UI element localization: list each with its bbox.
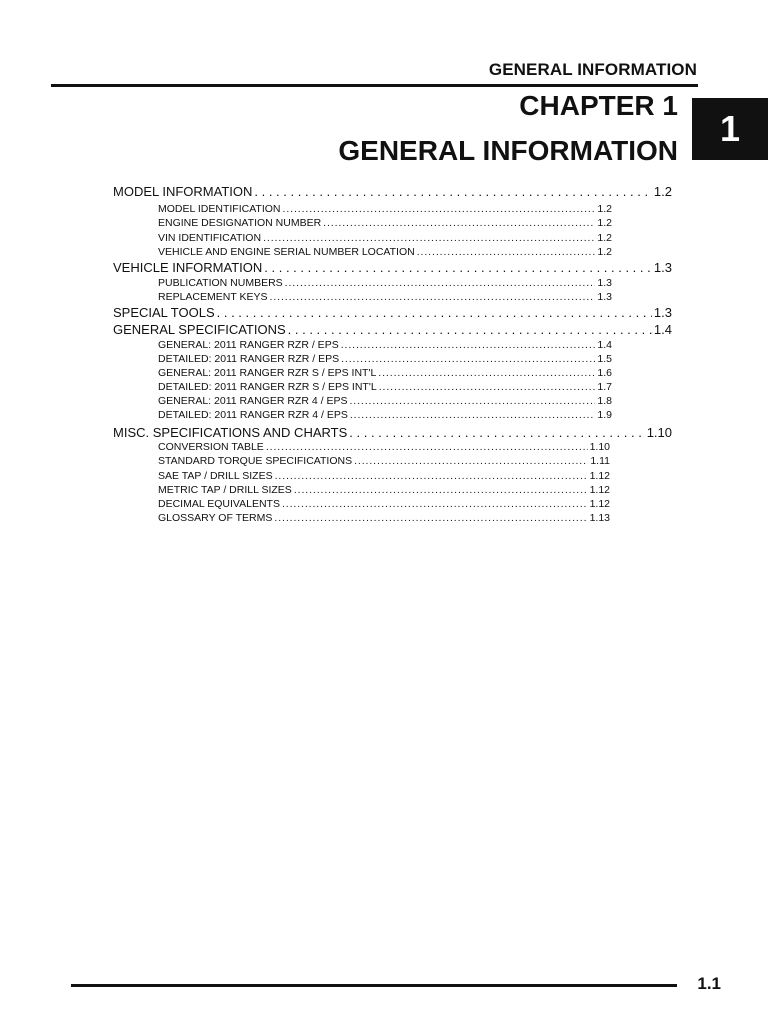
toc-leader-dots <box>283 202 596 216</box>
toc-entry-title: VEHICLE INFORMATION <box>113 260 263 275</box>
toc-entry-title: MODEL INFORMATION <box>113 184 253 199</box>
toc-subentry[interactable] <box>158 276 612 290</box>
toc-subentry[interactable] <box>158 440 610 454</box>
chapter-label: CHAPTER 1 <box>519 90 678 121</box>
toc-subentry[interactable] <box>158 394 612 408</box>
toc-leader-dots <box>349 424 644 441</box>
toc-leader-dots <box>294 483 588 497</box>
toc-leader-dots <box>254 183 652 200</box>
toc-entry[interactable] <box>113 259 672 276</box>
toc-subentry[interactable] <box>158 497 610 511</box>
running-header-title: GENERAL INFORMATION <box>488 60 697 79</box>
toc-entry-title: METRIC TAP / DRILL SIZES <box>158 484 292 496</box>
toc-leader-dots <box>349 394 595 408</box>
toc-entry-page: 1.7 <box>597 381 612 393</box>
toc-leader-dots <box>274 511 587 525</box>
toc-leader-dots <box>341 352 595 366</box>
toc-entry-title: GLOSSARY OF TERMS <box>158 512 273 524</box>
toc-subentry[interactable] <box>158 511 610 525</box>
toc-subentry[interactable] <box>158 469 610 483</box>
toc-entry-title: GENERAL: 2011 RANGER RZR 4 / EPS <box>158 395 348 407</box>
toc-leader-dots <box>288 321 652 338</box>
toc-entry[interactable] <box>113 304 672 321</box>
toc-entry-page: 1.2 <box>597 232 612 244</box>
toc-leader-dots <box>285 276 596 290</box>
toc-entry-title: VIN IDENTIFICATION <box>158 232 262 244</box>
toc-entry-page: 1.2 <box>597 246 612 258</box>
toc-leader-dots <box>323 216 595 230</box>
toc-leader-dots <box>379 380 596 394</box>
toc-entry-title: ENGINE DESIGNATION NUMBER <box>158 217 322 229</box>
toc-subentry[interactable] <box>158 338 612 352</box>
toc-leader-dots <box>270 290 596 304</box>
toc-leader-dots <box>378 366 595 380</box>
toc-subentry[interactable] <box>158 245 612 259</box>
toc-entry-page: 1.3 <box>597 291 612 303</box>
chapter-tab: 1 <box>692 98 768 160</box>
toc-leader-dots <box>350 408 596 422</box>
toc-entry-page: 1.8 <box>597 395 612 407</box>
toc-entry-title: GENERAL SPECIFICATIONS <box>113 322 286 337</box>
toc-leader-dots <box>217 304 652 321</box>
toc-entry-title: SAE TAP / DRILL SIZES <box>158 470 273 482</box>
toc-entry[interactable] <box>113 424 672 441</box>
toc-entry-page: 1.6 <box>597 367 612 379</box>
toc-entry-page: 1.5 <box>597 353 612 365</box>
toc-entry[interactable] <box>113 321 672 338</box>
toc-subentry[interactable] <box>158 216 612 230</box>
toc-entry-title: DECIMAL EQUIVALENTS <box>158 498 280 510</box>
toc-entry-page: 1.4 <box>653 322 672 337</box>
header-rule <box>51 84 698 87</box>
toc-entry-page: 1.10 <box>589 441 610 453</box>
toc-leader-dots <box>263 231 595 245</box>
toc-entry-title: MISC. SPECIFICATIONS AND CHARTS <box>113 425 348 440</box>
toc-entry-title: PUBLICATION NUMBERS <box>158 277 283 289</box>
toc-subentry[interactable] <box>158 352 612 366</box>
toc-entry-page: 1.3 <box>653 305 672 320</box>
toc-subentry[interactable] <box>158 408 612 422</box>
toc-entry-title: SPECIAL TOOLS <box>113 305 215 320</box>
toc-entry-page: 1.11 <box>590 455 610 467</box>
toc-subentry[interactable] <box>158 366 612 380</box>
toc-entry-page: 1.13 <box>589 512 610 524</box>
toc-entry-page: 1.12 <box>589 470 610 482</box>
toc-subentry[interactable] <box>158 202 612 216</box>
toc-entry-page: 1.12 <box>589 484 610 496</box>
toc-subentry[interactable] <box>158 380 612 394</box>
chapter-title: GENERAL INFORMATION <box>338 135 678 166</box>
toc-entry-page: 1.3 <box>597 277 612 289</box>
toc-subentry[interactable] <box>158 454 610 468</box>
toc-entry-page: 1.2 <box>597 203 612 215</box>
toc-entry-title: DETAILED: 2011 RANGER RZR 4 / EPS <box>158 409 348 421</box>
toc-entry-page: 1.9 <box>597 409 612 421</box>
toc-entry-page: 1.10 <box>646 425 672 440</box>
toc-subentry[interactable] <box>158 290 612 304</box>
toc-entry-title: MODEL IDENTIFICATION <box>158 203 281 215</box>
toc-entry-title: CONVERSION TABLE <box>158 441 264 453</box>
toc-entry-page: 1.12 <box>589 498 610 510</box>
toc-entry-page: 1.4 <box>597 339 612 351</box>
toc-entry-page: 1.2 <box>597 217 612 229</box>
toc-leader-dots <box>275 469 588 483</box>
toc-leader-dots <box>266 440 588 454</box>
toc-entry-title: GENERAL: 2011 RANGER RZR S / EPS INT'L <box>158 367 377 379</box>
toc-leader-dots <box>417 245 596 259</box>
toc-leader-dots <box>354 454 588 468</box>
toc-leader-dots <box>341 338 596 352</box>
toc-subentry[interactable] <box>158 231 612 245</box>
toc-entry-page: 1.2 <box>653 184 672 199</box>
toc-entry-page: 1.3 <box>653 260 672 275</box>
toc-entry-title: VEHICLE AND ENGINE SERIAL NUMBER LOCATION <box>158 246 415 258</box>
toc-subentry[interactable] <box>158 483 610 497</box>
toc-entry-title: REPLACEMENT KEYS <box>158 291 268 303</box>
toc-entry-title: STANDARD TORQUE SPECIFICATIONS <box>158 455 353 467</box>
toc-entry[interactable] <box>113 183 672 200</box>
toc-leader-dots <box>282 497 588 511</box>
toc-leader-dots <box>264 259 652 276</box>
page-number: 1.1 <box>697 974 721 993</box>
toc-entry-title: DETAILED: 2011 RANGER RZR S / EPS INT'L <box>158 381 377 393</box>
toc-entry-title: DETAILED: 2011 RANGER RZR / EPS <box>158 353 340 365</box>
toc-entry-title: GENERAL: 2011 RANGER RZR / EPS <box>158 339 339 351</box>
